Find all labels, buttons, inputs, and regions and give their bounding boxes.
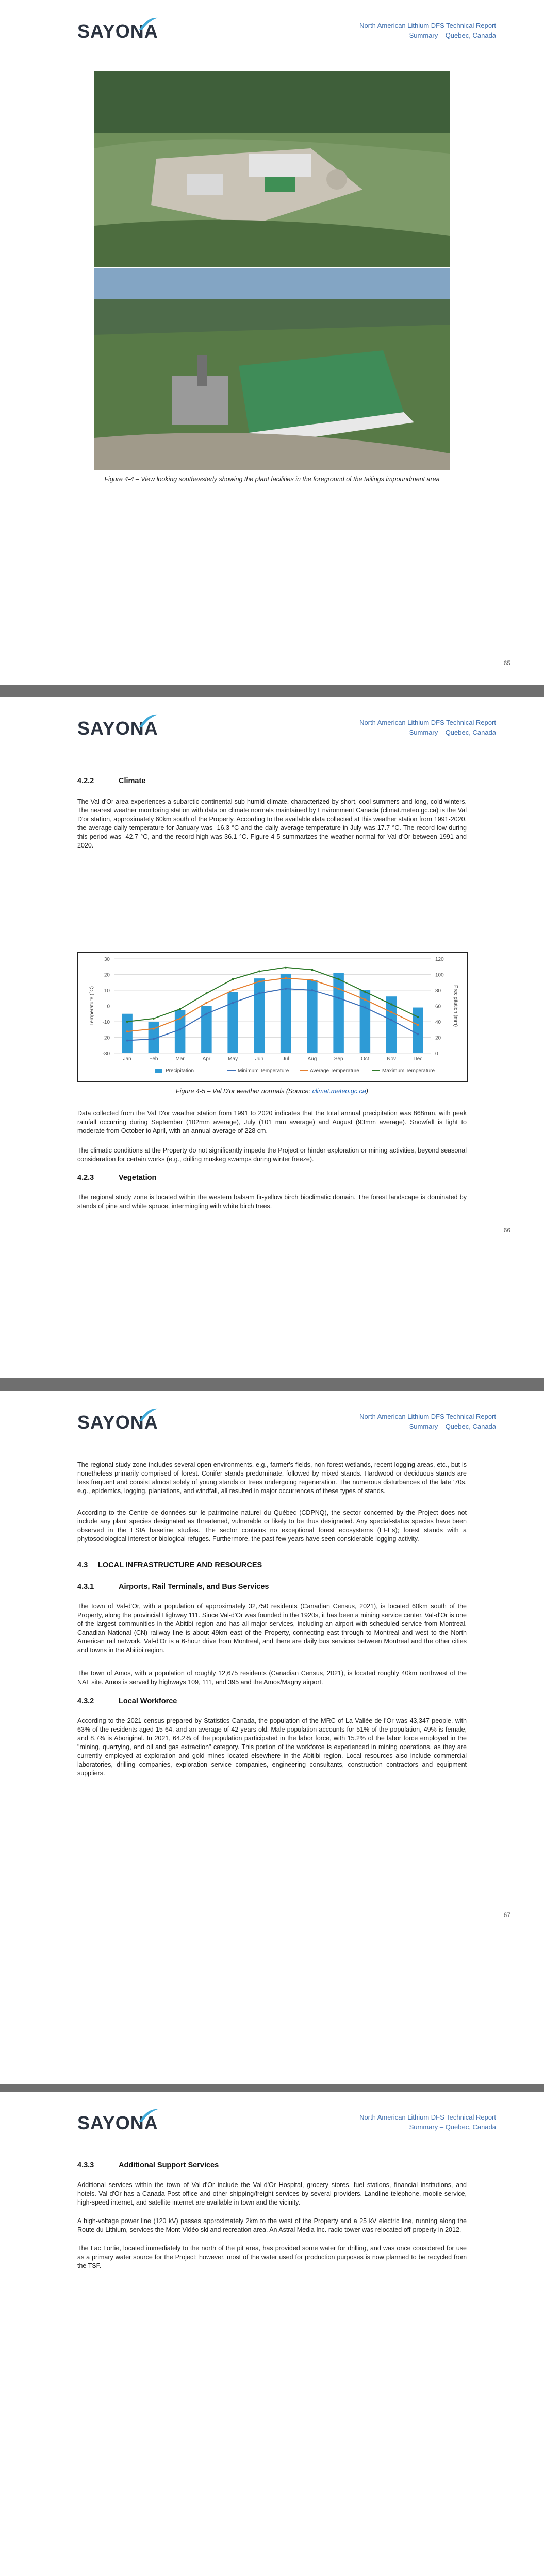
month-label: Feb <box>149 1056 158 1062</box>
minimum-temperature-point <box>232 1002 234 1004</box>
page-number: 66 <box>503 1227 510 1234</box>
right-tick-label: 60 <box>435 1004 441 1010</box>
maximum-temperature-point <box>311 969 313 971</box>
right-tick-label: 100 <box>435 972 444 978</box>
minimum-temperature-point <box>364 1007 366 1009</box>
maximum-temperature-point <box>126 1021 128 1023</box>
sayona-logo <box>77 1406 170 1437</box>
maximum-temperature-point <box>258 970 260 972</box>
caption-suffix: ) <box>366 1088 368 1095</box>
section-number: 4.3.3 <box>77 2161 94 2170</box>
month-label: Jul <box>282 1056 289 1062</box>
lac-lortie-paragraph: The Lac Lortie, located immediately to the north of the pit area, has provided some water for drilling, and was once considered for use as a primary water source for the Project; however, most of the water used for production purposes is now planned to be recycled from the TSF. <box>77 2245 467 2269</box>
left-tick-label: -30 <box>102 1051 110 1057</box>
page-number: 65 <box>503 659 510 667</box>
right-axis-title: Precipitation (mm) <box>453 985 458 1027</box>
logo-wordmark: SAYONA <box>77 21 158 42</box>
section-number: 4.2.2 <box>77 777 94 785</box>
precipitation-bar <box>254 978 265 1053</box>
average-temperature-point <box>364 998 366 1001</box>
month-label: May <box>228 1056 238 1062</box>
header-title: North American Lithium DFS Technical Report <box>359 719 496 726</box>
precipitation-bar <box>413 1008 423 1053</box>
maximum-temperature-point <box>153 1018 155 1020</box>
logo-swoosh-icon <box>138 713 159 728</box>
minimum-temperature-point <box>338 997 340 999</box>
average-temperature-line <box>127 978 418 1032</box>
month-label: Jan <box>123 1056 131 1062</box>
report-header <box>359 718 496 737</box>
left-tick-label: 30 <box>104 957 110 962</box>
average-temperature-point <box>338 988 340 990</box>
section-number: 4.3 <box>77 1561 88 1569</box>
maximum-temperature-point <box>338 978 340 980</box>
precipitation-bar <box>281 974 291 1053</box>
figure-4-5-caption <box>77 1087 467 1096</box>
average-temperature-point <box>390 1011 392 1013</box>
logo-wordmark: SAYONA <box>77 1412 158 1433</box>
page-66 <box>0 697 544 1378</box>
minimum-temperature-point <box>285 988 287 990</box>
minimum-temperature-point <box>311 989 313 991</box>
maximum-temperature-point <box>285 967 287 969</box>
legend-swatch <box>155 1069 162 1073</box>
section-heading-4-3 <box>77 1561 262 1569</box>
maximum-temperature-point <box>179 1008 181 1010</box>
logo-wordmark: SAYONA <box>77 2112 158 2133</box>
report-header <box>359 2112 496 2132</box>
average-temperature-point <box>311 979 313 981</box>
header-subtitle: Summary – Quebec, Canada <box>409 728 496 736</box>
right-tick-label: 80 <box>435 988 441 994</box>
average-temperature-point <box>258 980 260 982</box>
average-temperature-point <box>417 1024 419 1026</box>
month-label: Mar <box>175 1056 185 1062</box>
plant-photo-aerial <box>94 71 450 267</box>
right-tick-label: 40 <box>435 1020 441 1025</box>
sayona-logo <box>77 713 170 743</box>
average-temperature-point <box>232 989 234 991</box>
page-68 <box>0 2092 544 2576</box>
section-title: Additional Support Services <box>119 2161 219 2170</box>
section-title: LOCAL INFRASTRUCTURE AND RESOURCES <box>98 1561 262 1569</box>
caption-text: Figure 4-5 – Val D'or weather normals (Source: <box>176 1088 312 1095</box>
figure-4-4-caption: Figure 4-4 – View looking southeasterly showing the plant facilities in the foreground of the tailings impoundment area <box>104 476 440 483</box>
precipitation-bar <box>333 973 344 1053</box>
average-temperature-point <box>153 1028 155 1030</box>
right-tick-label: 0 <box>435 1051 438 1057</box>
section-heading-climate <box>77 777 145 785</box>
header-title: North American Lithium DFS Technical Report <box>359 2113 496 2121</box>
report-header <box>359 1412 496 1431</box>
section-title: Airports, Rail Terminals, and Bus Services <box>119 1583 269 1591</box>
val-dor-paragraph: The town of Val-d'Or, with a population of approximately 32,750 residents (Canadian Census, 2021), is located 60km south of the Property, along the provincial Highway 111. Since Val-d'Or was founded in the 1920s, it has been a mining service center. Val-d'Or is one of the largest communities in the Abitibi region and has all major services, including an airport with scheduled service from Montreal. Canadian National (CN) railway line is about 49km east of the Property, connecting east through to Montreal and west to the North American rail network. Val-d'Or is a 6-hour drive from Montreal, and there are daily bus services between Montreal and the other cities and towns in the Abitibi region. <box>77 1603 467 1654</box>
maximum-temperature-point <box>390 1003 392 1005</box>
plant-photo-closeup <box>94 268 450 470</box>
sayona-logo <box>77 15 170 46</box>
minimum-temperature-point <box>390 1019 392 1021</box>
section-title: Vegetation <box>119 1174 157 1182</box>
legend-label: Maximum Temperature <box>382 1068 435 1074</box>
header-subtitle: Summary – Quebec, Canada <box>409 2123 496 2131</box>
minimum-temperature-point <box>417 1033 419 1035</box>
maximum-temperature-point <box>232 978 234 980</box>
header-subtitle: Summary – Quebec, Canada <box>409 1422 496 1430</box>
logo-wordmark: SAYONA <box>77 718 158 739</box>
month-label: Sep <box>334 1056 343 1062</box>
sayona-logo <box>77 2107 170 2138</box>
maximum-temperature-point <box>364 991 366 993</box>
minimum-temperature-point <box>258 992 260 994</box>
maximum-temperature-point <box>205 992 207 994</box>
weather-normals-chart <box>77 952 468 1082</box>
page-67 <box>0 1391 544 2084</box>
cdpnq-paragraph: According to the Centre de données sur le patrimoine naturel du Québec (CDPNQ), the sector concerned by the Project does not include any plant species designated as threatened, vulnerable or likely to be thus designated. Any special-status species have been observed in the ESIA baseline studies. The sector contains no exceptional forest ecosystems (EFEs); forest stands with a phytosociological interest or biological refuges. Furthermore, the past few years have seen considerable logging activity. <box>77 1509 467 1543</box>
month-label: Dec <box>413 1056 423 1062</box>
section-number: 4.3.1 <box>77 1583 94 1591</box>
services-paragraph: Additional services within the town of Val-d'Or include the Val-d'Or Hospital, grocery stores, fuel stations, financial institutions, and hotels. Val-d'Or has a Canada Post office and other shipping/freight services by several providers. Landline telephone, mobile service, high-speed internet, and satellite internet are available in town and the vicinity. <box>77 2181 467 2206</box>
minimum-temperature-point <box>126 1040 128 1042</box>
left-tick-label: -10 <box>102 1020 110 1025</box>
workforce-paragraph: According to the 2021 census prepared by Statistics Canada, the population of the MRC of La Vallée-de-l'Or was 43,347 people, with 63% of the residents aged 15-64, and an average of 42 years old. Male population accounts for 51% of the population, 49% is female, and 8.7% is Aboriginal. In 2021, 64.2% of the population participated in the labor force, with 15.2% of the labor force employed in the "mining, quarrying, and oil and gas extraction" category. This portion of the workforce is experienced in mining operations, as they are currently employed at exploration and gold mines located elsewhere in the Abitibi region. Local resources also include commercial laboratories, drilling companies, exploration service companies, engineering consultants, construction contractors and equipment suppliers. <box>77 1717 467 1777</box>
amos-paragraph: The town of Amos, with a population of roughly 12,675 residents (Canadian Census, 2021), is located roughly 40km northwest of the NAL site. Amos is served by highways 109, 111, and 395 and the Amos/Magny airport. <box>77 1670 467 1686</box>
climate-conditions-paragraph: The climatic conditions at the Property do not significantly impede the Project or hinder exploration or mining activities, beyond seasonal consideration for certain works (e.g., drilling muskeg swamps during winter freeze). <box>77 1147 467 1163</box>
section-heading-4-3-1 <box>77 1583 269 1591</box>
month-label: Apr <box>202 1056 211 1062</box>
month-label: Jun <box>255 1056 263 1062</box>
logo-swoosh-icon <box>138 2107 159 2123</box>
right-tick-label: 120 <box>435 957 444 962</box>
regional-zone-paragraph: The regional study zone includes several open environments, e.g., farmer's fields, non-forest wetlands, recent logging areas, etc., but is nonetheless primarily comprised of forest. Conifer stands predominate, followed by mixed stands. Hardwood or deciduous stands are less frequent and consist almost solely of young stands or trees undergoing regeneration. The numerous disturbances of the late '70s, e.g., epidemics, logging, plantations, and windfall, all resulted in major occurrences of these types of stands. <box>77 1461 467 1495</box>
legend-label: Average Temperature <box>310 1068 359 1074</box>
header-title: North American Lithium DFS Technical Report <box>359 1413 496 1420</box>
section-heading-4-3-2 <box>77 1697 177 1705</box>
average-temperature-point <box>126 1030 128 1032</box>
report-header <box>359 21 496 40</box>
page-65 <box>0 0 544 685</box>
average-temperature-point <box>205 1002 207 1004</box>
section-heading-4-3-3 <box>77 2161 219 2170</box>
month-label: Aug <box>307 1056 317 1062</box>
precipitation-paragraph: Data collected from the Val D'or weather station from 1991 to 2020 indicates that the total annual precipitation was 868mm, with peak rainfall occurring during September (102mm average), July (101 mm average) and August (93mm average). Snowfall is light to moderate from October to April, with an annual average of 228 cm. <box>77 1110 467 1134</box>
right-tick-label: 20 <box>435 1035 441 1041</box>
maximum-temperature-point <box>417 1016 419 1018</box>
section-title: Climate <box>119 777 146 785</box>
power-line-paragraph: A high-voltage power line (120 kV) passes approximately 2km to the west of the Property and a 25 kV electric line, running along the Route du Lithium, services the Mont-Vidéo ski and recreation area. An Astral Media Inc. radio tower was relocated off-property in 2012. <box>77 2217 467 2233</box>
source-link[interactable]: climat.meteo.gc.ca <box>312 1088 366 1095</box>
average-temperature-point <box>179 1018 181 1020</box>
section-heading-vegetation <box>77 1174 156 1182</box>
left-tick-label: 20 <box>104 972 110 978</box>
logo-swoosh-icon <box>138 15 159 31</box>
minimum-temperature-point <box>205 1013 207 1015</box>
average-temperature-point <box>285 977 287 979</box>
legend-label: Minimum Temperature <box>238 1068 289 1074</box>
legend-label: Precipitation <box>166 1068 194 1074</box>
left-tick-label: -20 <box>102 1035 110 1041</box>
minimum-temperature-point <box>153 1038 155 1040</box>
left-tick-label: 10 <box>104 988 110 994</box>
minimum-temperature-point <box>179 1028 181 1030</box>
precipitation-bar <box>122 1014 133 1053</box>
section-number: 4.2.3 <box>77 1174 94 1182</box>
section-number: 4.3.2 <box>77 1697 94 1705</box>
month-label: Nov <box>387 1056 397 1062</box>
header-subtitle: Summary – Quebec, Canada <box>409 31 496 39</box>
left-axis-title: Temperature (°C) <box>89 986 95 1026</box>
vegetation-paragraph: The regional study zone is located within the western balsam fir-yellow birch bioclimatic domain. The forest landscape is dominated by stands of pine and white spruce, intermingling with white birch trees. <box>77 1194 467 1210</box>
logo-swoosh-icon <box>138 1406 159 1422</box>
maximum-temperature-line <box>127 968 418 1022</box>
month-label: Oct <box>361 1056 369 1062</box>
section-title: Local Workforce <box>119 1697 177 1705</box>
chart-svg <box>78 953 467 1081</box>
left-tick-label: 0 <box>107 1004 110 1010</box>
header-title: North American Lithium DFS Technical Report <box>359 22 496 29</box>
climate-paragraph: The Val-d'Or area experiences a subarctic continental sub-humid climate, characterized by short, cool summers and long, cold winters. The nearest weather monitoring station with data on climate normals maintained by Environment Canada (climat.meteo.gc.ca) is the Val D'or station, approximately 60km south of the Property. According to the available data collected at this weather station from 1991-2020, the average daily temperature for January was -16.3 °C and the daily average temperature in July was 17.7 °C. The record low during this period was -42.7 °C, and the record high was 36.1 °C. Figure 4-5 summarizes the weather normal for Val d'Or between 1991 and 2020. <box>77 798 467 849</box>
page-number: 67 <box>503 1911 510 1919</box>
